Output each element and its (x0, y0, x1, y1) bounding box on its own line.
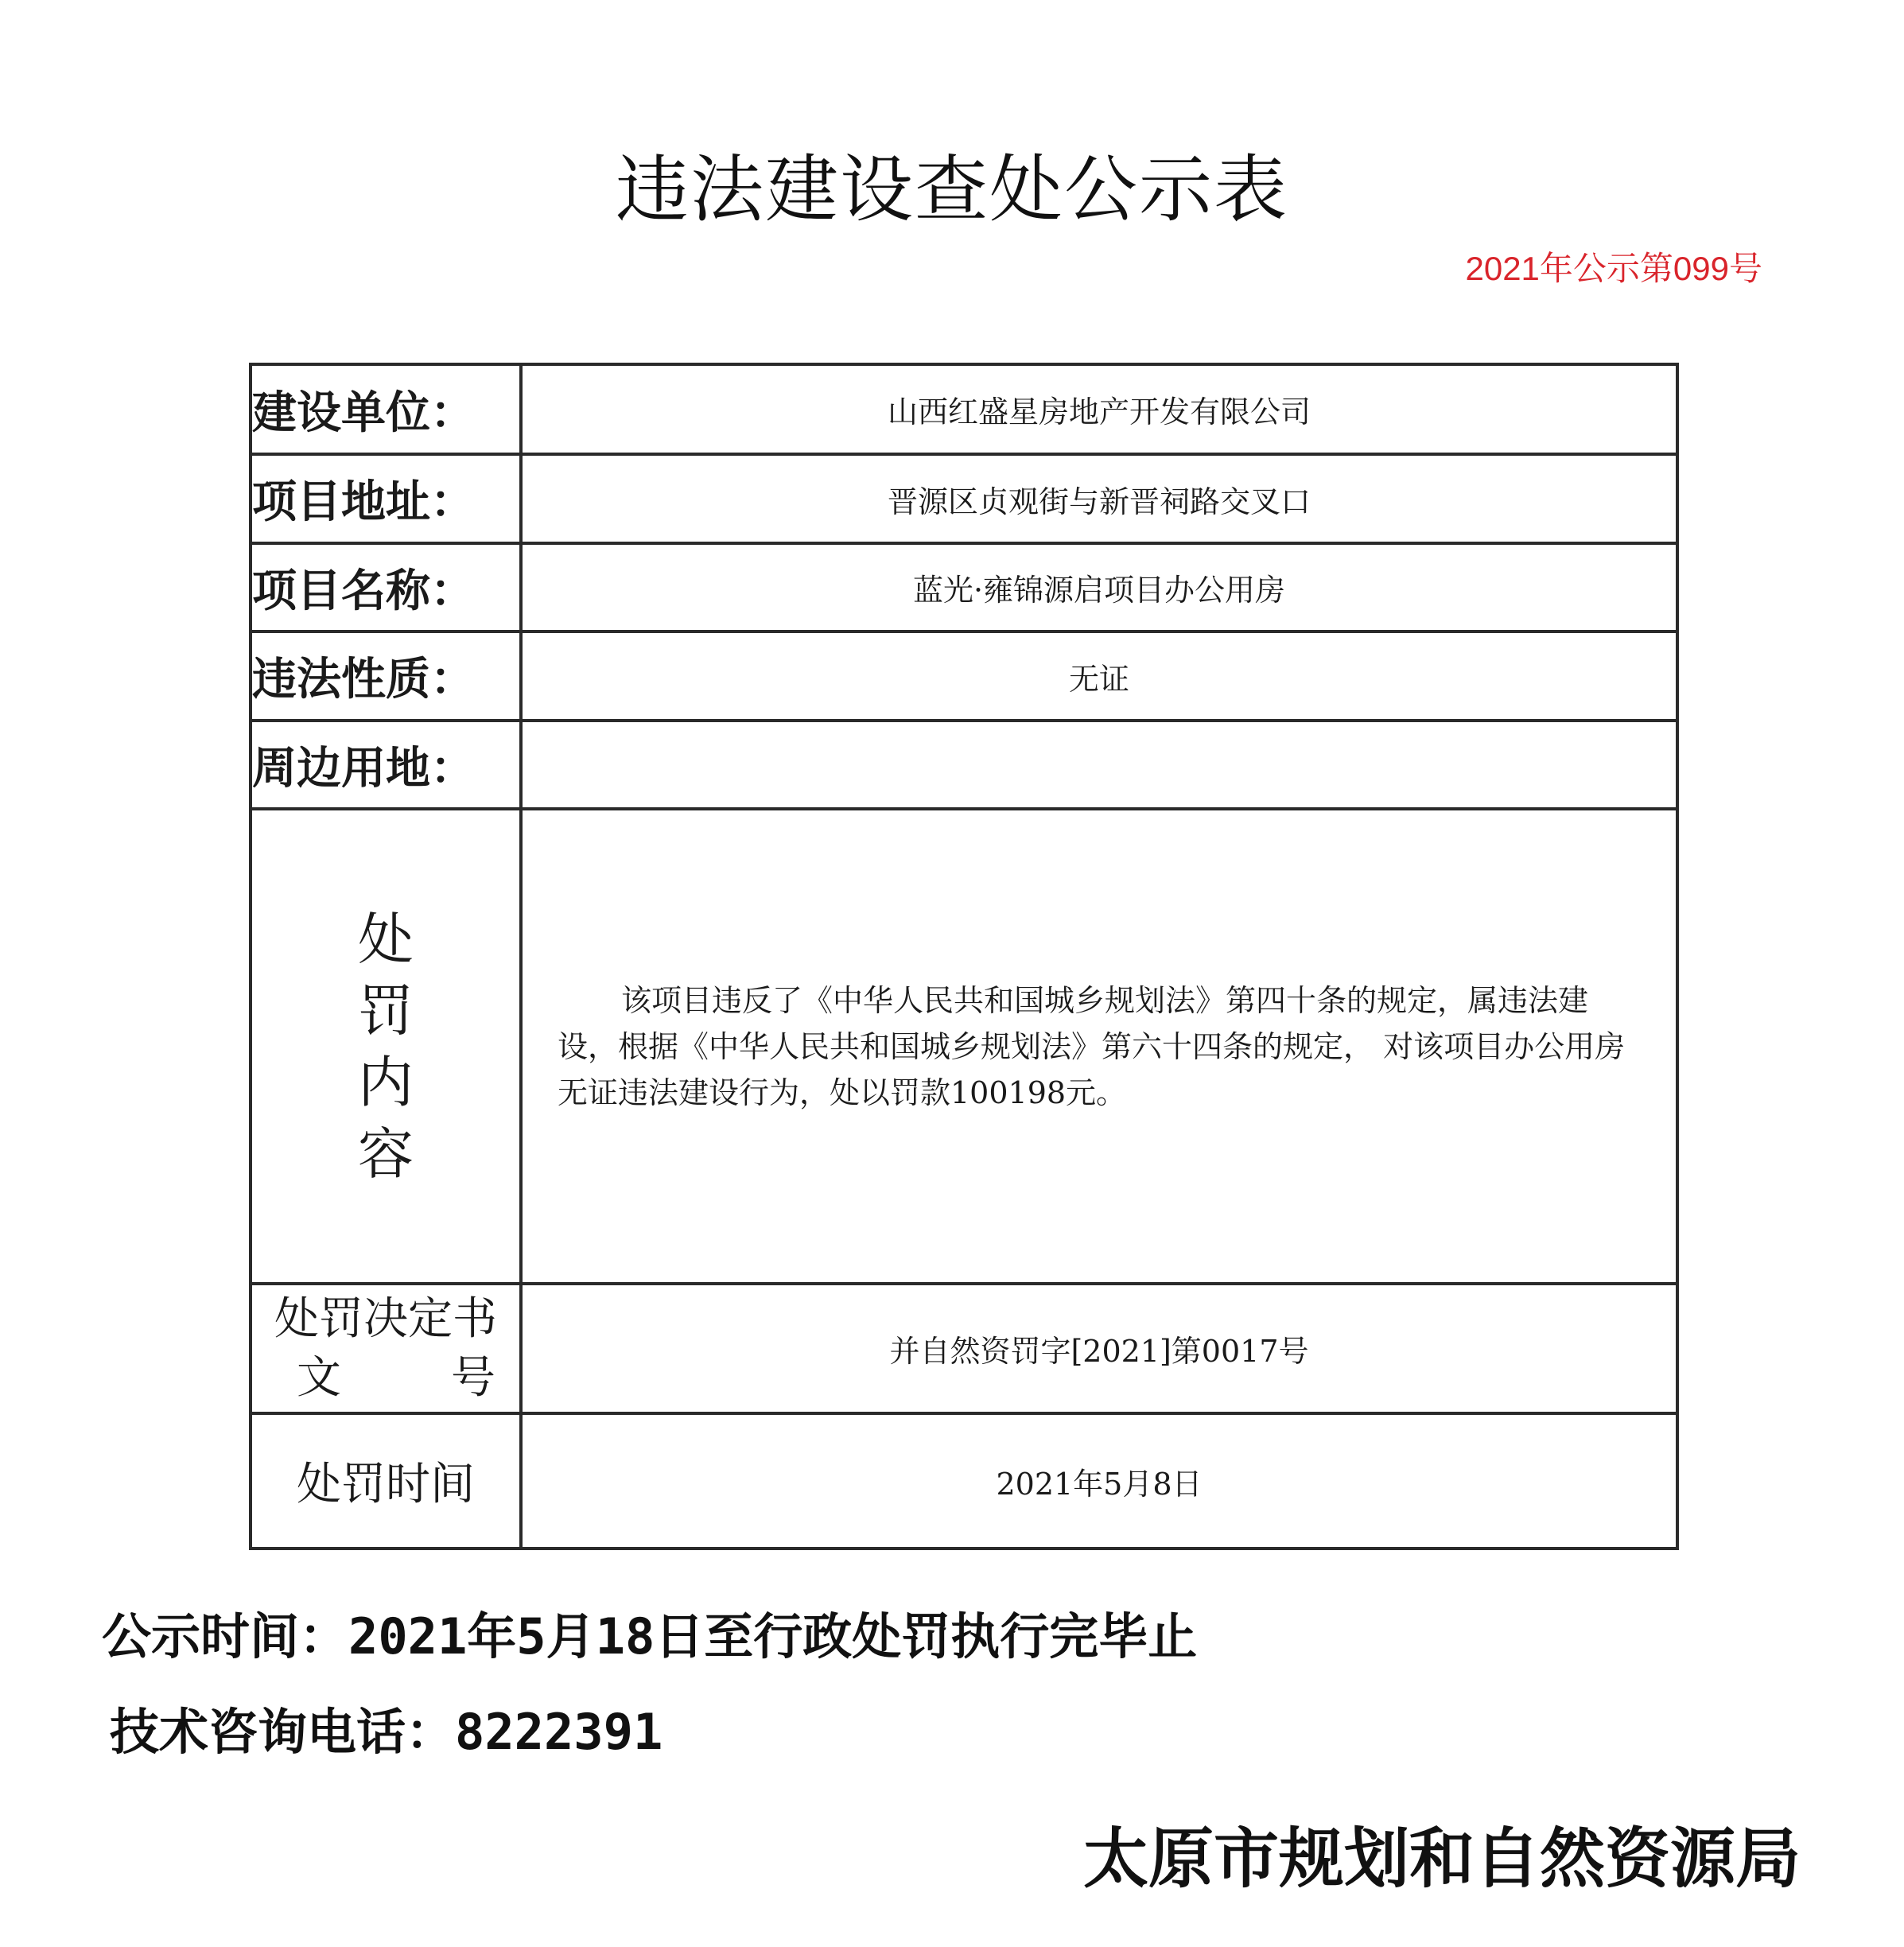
project-name-value: 蓝光·雍锦源启项目办公用房 (521, 543, 1677, 632)
publicity-table (249, 363, 1679, 1550)
penalty-label-char: 容 (358, 1121, 414, 1187)
penalty-label-char: 罚 (358, 977, 414, 1043)
table-row (251, 632, 1677, 721)
construction-unit-label: 建设单位： (251, 364, 521, 454)
table-row (251, 454, 1677, 543)
penalty-content-label (251, 809, 521, 1284)
project-name-label: 项目名称： (251, 543, 521, 632)
table-row (251, 809, 1677, 1284)
penalty-label-char: 内 (358, 1049, 414, 1115)
penalty-time-value: 2021年5月8日 (521, 1413, 1677, 1549)
penalty-content-cell (521, 809, 1677, 1284)
decision-doc-label-char: 文 (297, 1351, 341, 1404)
construction-unit-value: 山西红盛星房地产开发有限公司 (521, 364, 1677, 454)
serial-number: 2021年公示第099号 (1465, 250, 1762, 287)
issuer-name: 太原市规划和自然资源局 (1082, 1821, 1801, 1897)
penalty-label-char: 处 (358, 906, 414, 972)
publicity-period: 公示时间：2021年5月18日至行政处罚执行完毕止 (102, 1607, 1198, 1665)
document-title: 违法建设查处公示表 (615, 147, 1288, 232)
project-address-label: 项目地址： (251, 454, 521, 543)
violation-nature-value: 无证 (521, 632, 1677, 721)
table-row (251, 1284, 1677, 1413)
decision-doc-label-line1: 处罚决定书 (274, 1292, 497, 1345)
surrounding-land-label: 周边用地： (251, 721, 521, 809)
table-row (251, 721, 1677, 809)
consult-phone: 技术咨询电话：8222391 (110, 1703, 663, 1761)
decision-doc-value: 并自然资罚字[2021]第0017号 (521, 1284, 1677, 1413)
violation-nature-label: 违法性质： (251, 632, 521, 721)
table-row (251, 1413, 1677, 1549)
project-address-value: 晋源区贞观街与新晋祠路交叉口 (521, 454, 1677, 543)
decision-doc-label (251, 1284, 521, 1413)
surrounding-land-value (521, 721, 1677, 809)
table-row (251, 364, 1677, 454)
decision-doc-label-char: 号 (451, 1351, 495, 1404)
penalty-content-text: 该项目违反了《中华人民共和国城乡规划法》第四十条的规定，属违法建设，根据《中华人民共和国城乡规划法》第六十四条的规定， 对该项目办公用房无证违法建设行为，处以罚款100198元。 (558, 982, 1626, 1110)
table-row (251, 543, 1677, 632)
penalty-time-label: 处罚时间 (251, 1413, 521, 1549)
